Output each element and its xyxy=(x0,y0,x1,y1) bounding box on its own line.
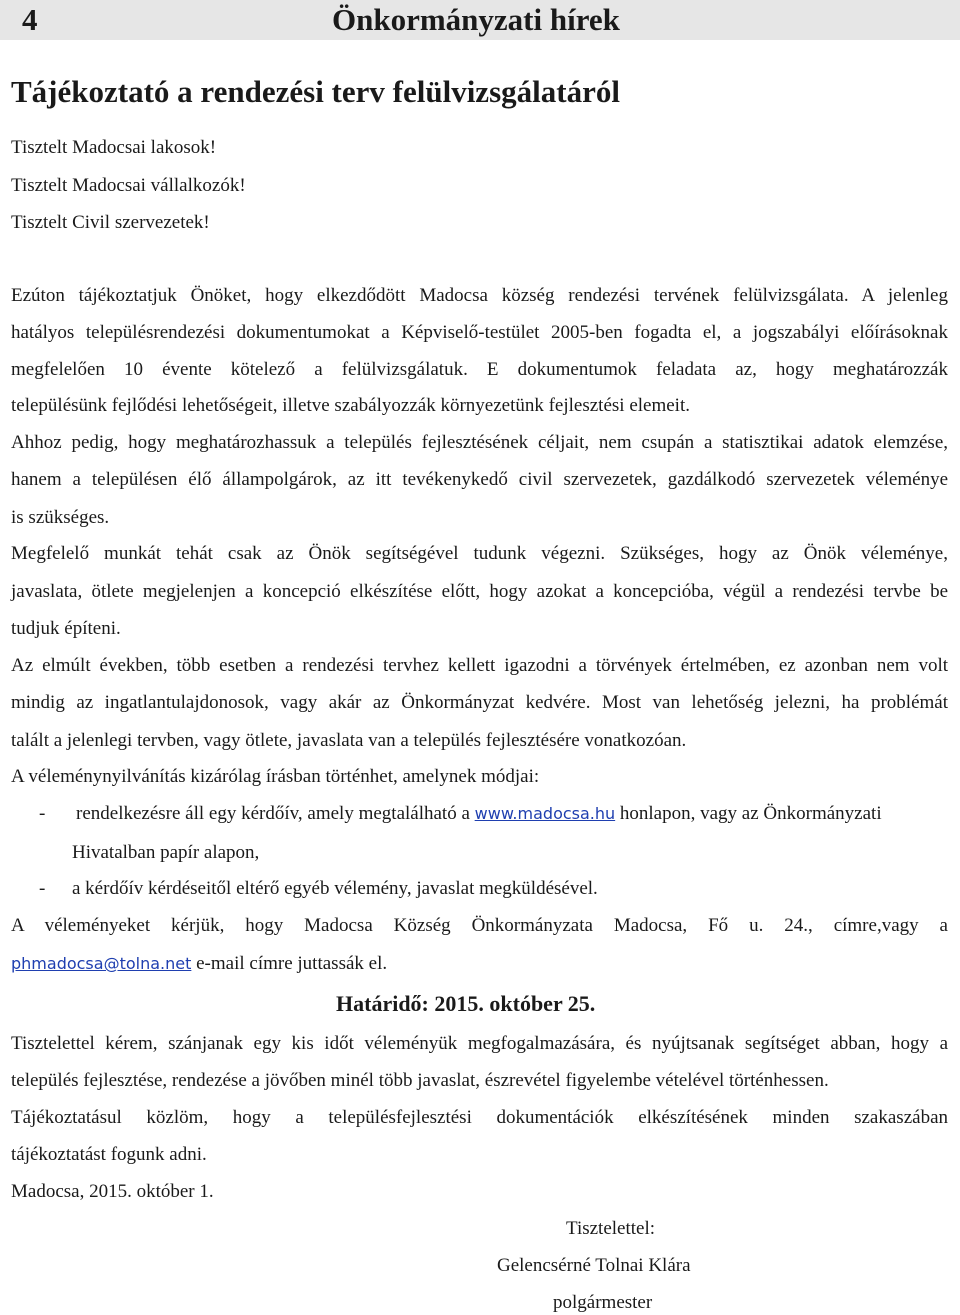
list-dash: - xyxy=(39,878,46,899)
body-line: tudjuk építeni. xyxy=(11,618,121,639)
email-line-text: e-mail címre juttassák el. xyxy=(196,953,388,974)
list-item-text: honlapon, vagy az Önkormányzati xyxy=(619,803,882,824)
greeting-line: Tisztelt Madocsai vállalkozók! xyxy=(11,175,246,196)
body-line: A véleménynyilvánítás kizárólag írásban történhet, amelynek módjai: xyxy=(11,766,540,787)
body-line: javaslata, ötlete megjelenjen a koncepció elkészítése előtt, hogy azokat a koncepcióba, végül a rendezési tervbe be xyxy=(11,581,948,602)
body-line: megfelelően 10 évente kötelező a felülvizsgálatuk. E dokumentumok feladata az, hogy meghatározzák xyxy=(11,359,948,380)
article-title: Tájékoztató a rendezési terv felülvizsgálatáról xyxy=(11,74,620,109)
date-place: Madocsa, 2015. október 1. xyxy=(11,1181,214,1202)
closing-line: település fejlesztése, rendezése a jövőben minél több javaslat, észrevétel figyelembe vételével történhessen. xyxy=(11,1070,829,1091)
signature-role: polgármester xyxy=(553,1292,653,1313)
body-line: hanem a településen élő állampolgárok, az itt tevékenykedő civil szervezetek, gazdálkodó szervezetek véleménye xyxy=(11,469,948,490)
list-dash: - xyxy=(39,803,46,824)
body-line: mindig az ingatlantulajdonosok, vagy akár az Önkormányzat kedvére. Most van lehetőség jelezni, ha problémát xyxy=(11,692,948,713)
page-header xyxy=(0,0,960,40)
body-line: Megfelelő munkát tehát csak az Önök segítségével tudunk végezni. Szükséges, hogy az Önök véleménye, xyxy=(11,543,948,564)
signature-salutation: Tisztelettel: xyxy=(566,1218,656,1239)
body-line: Ahhoz pedig, hogy meghatározhassuk a település fejlesztésének céljait, nem csupán a statisztikai adatok elemzése, xyxy=(11,432,948,453)
greeting-line: Tisztelt Civil szervezetek! xyxy=(11,212,210,233)
body-line: Az elmúlt években, több esetben a rendezési tervhez kellett igazodni a törvények értelmében, ez azonban nem volt xyxy=(11,655,948,676)
address-line: A véleményeket kérjük, hogy Madocsa Község Önkormányzata Madocsa, Fő u. 24., címre,vagy a xyxy=(11,915,948,936)
section-title: Önkormányzati hírek xyxy=(332,2,620,37)
body-line: Ezúton tájékoztatjuk Önöket, hogy elkezdődött Madocsa község rendezési tervének felülvizsgálata. A jelenleg xyxy=(11,285,948,306)
list-item xyxy=(76,803,882,825)
body-line: településünk fejlődési lehetőségeit, illetve szabályozzák környezetünk fejlesztési elemeit. xyxy=(11,395,690,416)
closing-line: Tisztelettel kérem, szánjanak egy kis időt véleményük megfogalmazására, és nyújtsanak segítséget abban, hogy a xyxy=(11,1033,948,1054)
email-link[interactable]: phmadocsa@tolna.net xyxy=(11,954,192,973)
page-number: 4 xyxy=(22,2,38,37)
list-item-continuation: Hivatalban papír alapon, xyxy=(72,842,260,863)
email-line xyxy=(11,953,387,975)
signature-name: Gelencsérné Tolnai Klára xyxy=(497,1255,691,1276)
closing-line: Tájékoztatásul közlöm, hogy a településfejlesztési dokumentációk elkészítésének minden szakaszában xyxy=(11,1107,948,1128)
deadline: Határidő: 2015. október 25. xyxy=(336,991,596,1016)
body-line: hatályos településrendezési dokumentumokat a Képviselő-testület 2005-ben fogadta el, a jogszabályi előírásoknak xyxy=(11,322,948,343)
body-line: talált a jelenlegi tervben, vagy ötlete, javaslata van a település fejlesztésére vonatkozóan. xyxy=(11,730,687,751)
body-line: is szükséges. xyxy=(11,507,110,528)
list-item-text: rendelkezésre áll egy kérdőív, amely megtalálható a xyxy=(76,803,470,824)
list-item: a kérdőív kérdéseitől eltérő egyéb vélemény, javaslat megküldésével. xyxy=(72,878,598,899)
greeting-line: Tisztelt Madocsai lakosok! xyxy=(11,137,217,158)
website-link[interactable]: www.madocsa.hu xyxy=(474,804,616,823)
closing-line: tájékoztatást fogunk adni. xyxy=(11,1144,207,1165)
